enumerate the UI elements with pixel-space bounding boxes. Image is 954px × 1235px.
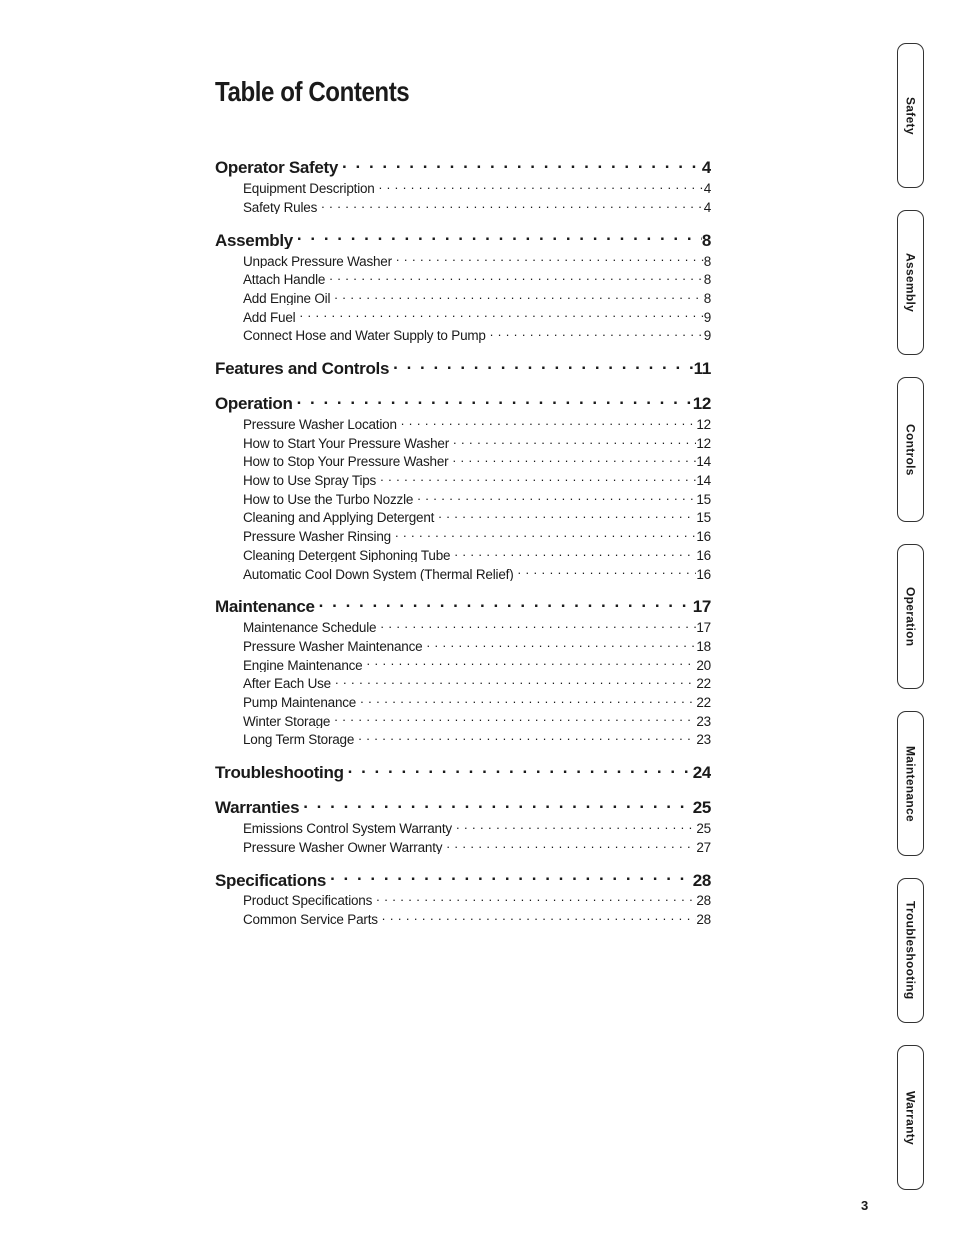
toc-entry[interactable] xyxy=(215,413,711,432)
tab-label: Assembly xyxy=(903,252,918,313)
toc-entry[interactable] xyxy=(215,889,711,908)
toc-page-number: 14 xyxy=(696,473,711,488)
dot-leader xyxy=(448,450,696,466)
table-of-contents xyxy=(215,153,711,938)
toc-entry[interactable] xyxy=(215,836,711,855)
toc-page-number: 18 xyxy=(696,638,711,654)
toc-entry-label: Maintenance Schedule xyxy=(243,620,377,635)
toc-entry[interactable] xyxy=(215,488,711,507)
toc-page-number: 23 xyxy=(696,732,711,747)
tab-safety[interactable] xyxy=(897,43,924,188)
toc-page-number: 8 xyxy=(703,290,711,306)
toc-entry-label: Long Term Storage xyxy=(243,732,355,747)
toc-entry[interactable] xyxy=(215,196,711,215)
toc-page-number: 28 xyxy=(696,912,711,927)
toc-heading-label: Features and Controls xyxy=(215,359,390,378)
toc-page-number: 16 xyxy=(696,566,711,581)
toc-section-troubleshooting xyxy=(215,758,711,782)
dot-leader xyxy=(375,177,704,193)
dot-leader xyxy=(354,728,696,744)
toc-entry-label: How to Use the Turbo Nozzle xyxy=(243,491,414,507)
dot-leader xyxy=(326,865,693,885)
toc-entry-label: Product Specifications xyxy=(243,893,373,908)
toc-entry-label: Pump Maintenance xyxy=(243,694,357,710)
toc-section-operator-safety xyxy=(215,153,711,214)
toc-entry-label: Equipment Description xyxy=(243,181,375,196)
toc-page-number: 9 xyxy=(703,309,711,325)
toc-heading[interactable] xyxy=(215,389,711,413)
toc-page-number: 17 xyxy=(696,620,711,635)
toc-entry-label: Attach Handle xyxy=(243,272,326,287)
toc-page-number: 15 xyxy=(696,491,711,507)
toc-page-number: 28 xyxy=(696,893,711,908)
tab-label: Maintenance xyxy=(903,745,918,822)
toc-page-number: 20 xyxy=(696,657,711,673)
toc-entry-label: How to Start Your Pressure Washer xyxy=(243,435,449,451)
toc-entry[interactable] xyxy=(215,287,711,306)
toc-entry-label: Cleaning Detergent Siphoning Tube xyxy=(243,547,451,563)
dot-leader xyxy=(363,653,697,669)
toc-entry-label: Winter Storage xyxy=(243,713,331,729)
toc-heading[interactable] xyxy=(215,354,711,378)
toc-page-number: 23 xyxy=(696,713,711,729)
toc-entry-label: Emissions Control System Warranty xyxy=(243,821,452,836)
toc-page-number: 28 xyxy=(692,870,711,890)
toc-section-operation xyxy=(215,389,711,581)
toc-entry[interactable] xyxy=(215,177,711,196)
toc-entry-label: How to Use Spray Tips xyxy=(243,473,377,488)
toc-entry[interactable] xyxy=(215,635,711,654)
dot-leader xyxy=(391,525,696,541)
toc-entry[interactable] xyxy=(215,908,711,927)
dot-leader xyxy=(331,672,696,688)
dot-leader xyxy=(293,225,702,245)
toc-page-number: 16 xyxy=(696,547,711,563)
tab-label: Troubleshooting xyxy=(903,901,918,1000)
toc-page-number: 25 xyxy=(692,798,711,817)
toc-page-number: 12 xyxy=(696,435,711,451)
tab-assembly[interactable] xyxy=(897,210,924,355)
dot-leader xyxy=(513,562,696,578)
dot-leader xyxy=(397,413,697,429)
dot-leader xyxy=(449,432,696,448)
dot-leader xyxy=(344,758,693,778)
toc-page-number: 22 xyxy=(696,694,711,710)
toc-entry[interactable] xyxy=(215,469,711,488)
toc-page-number: 24 xyxy=(692,763,711,782)
dot-leader xyxy=(338,153,702,173)
toc-entry-label: Automatic Cool Down System (Thermal Relief) xyxy=(243,566,514,581)
toc-entry[interactable] xyxy=(215,324,711,343)
toc-entry[interactable] xyxy=(215,268,711,287)
tab-label: Warranty xyxy=(903,1090,918,1145)
toc-entry-label: How to Stop Your Pressure Washer xyxy=(243,454,449,469)
dot-leader xyxy=(376,469,696,485)
dot-leader xyxy=(450,544,696,560)
page-title: Table of Contents xyxy=(215,76,410,107)
toc-page-number: 4 xyxy=(701,158,711,177)
toc-entry-label: Common Service Parts xyxy=(243,912,378,927)
dot-leader xyxy=(422,635,696,651)
toc-page-number: 12 xyxy=(692,394,711,413)
toc-heading-label: Assembly xyxy=(215,230,293,250)
toc-page-number: 8 xyxy=(703,272,711,287)
dot-leader xyxy=(372,889,696,905)
toc-section-maintenance xyxy=(215,592,711,747)
tab-troubleshooting[interactable] xyxy=(897,878,924,1023)
tab-warranty[interactable] xyxy=(897,1045,924,1190)
toc-page-number: 14 xyxy=(696,454,711,469)
toc-heading-label: Operation xyxy=(215,394,293,413)
dot-leader xyxy=(293,389,693,409)
tab-controls[interactable] xyxy=(897,377,924,522)
toc-heading-label: Troubleshooting xyxy=(215,763,344,782)
dot-leader xyxy=(330,709,696,725)
toc-page-number: 17 xyxy=(692,597,711,616)
toc-heading-label: Specifications xyxy=(215,870,327,890)
toc-heading[interactable] xyxy=(215,225,711,249)
toc-section-specifications xyxy=(215,865,711,926)
toc-entry[interactable] xyxy=(215,691,711,710)
toc-entry-label: After Each Use xyxy=(243,676,331,691)
dot-leader xyxy=(330,287,703,303)
dot-leader xyxy=(299,793,692,813)
tab-label: Operation xyxy=(903,586,918,647)
dot-leader xyxy=(486,324,704,340)
dot-leader xyxy=(378,908,697,924)
tab-label: Safety xyxy=(903,96,918,135)
toc-entry-label: Pressure Washer Maintenance xyxy=(243,638,423,654)
dot-leader xyxy=(389,354,694,374)
dot-leader xyxy=(452,817,696,833)
toc-section-assembly xyxy=(215,225,711,342)
toc-entry[interactable] xyxy=(215,728,711,747)
toc-page-number: 15 xyxy=(696,510,711,525)
toc-heading[interactable] xyxy=(215,592,711,616)
tab-label: Controls xyxy=(903,423,918,476)
toc-page-number: 8 xyxy=(703,253,711,269)
toc-page-number: 27 xyxy=(696,839,711,855)
toc-entry-label: Pressure Washer Rinsing xyxy=(243,529,391,544)
dot-leader xyxy=(392,249,704,265)
dot-leader xyxy=(413,488,696,504)
dot-leader xyxy=(376,616,696,632)
dot-leader xyxy=(356,691,696,707)
tab-operation[interactable] xyxy=(897,544,924,689)
toc-entry[interactable] xyxy=(215,616,711,635)
toc-heading-label: Maintenance xyxy=(215,597,315,616)
toc-heading[interactable] xyxy=(215,758,711,782)
toc-entry[interactable] xyxy=(215,305,711,324)
toc-page-number: 25 xyxy=(696,821,711,836)
toc-entry[interactable] xyxy=(215,450,711,469)
toc-entry[interactable] xyxy=(215,249,711,268)
toc-heading[interactable] xyxy=(215,865,711,889)
toc-section-warranties xyxy=(215,793,711,854)
dot-leader xyxy=(315,592,693,612)
dot-leader xyxy=(317,196,704,212)
toc-entry-label: Cleaning and Applying Detergent xyxy=(243,510,435,525)
toc-entry[interactable] xyxy=(215,562,711,581)
toc-page-number: 4 xyxy=(703,199,711,215)
toc-page-number: 16 xyxy=(696,529,711,544)
toc-entry-label: Connect Hose and Water Supply to Pump xyxy=(243,328,486,343)
toc-entry[interactable] xyxy=(215,817,711,836)
toc-heading-label: Operator Safety xyxy=(215,158,339,177)
toc-heading-label: Warranties xyxy=(215,798,300,817)
toc-entry-label: Pressure Washer Owner Warranty xyxy=(243,839,443,855)
toc-page-number: 4 xyxy=(703,181,711,196)
toc-page-number: 11 xyxy=(693,359,711,378)
toc-entry[interactable] xyxy=(215,432,711,451)
toc-heading[interactable] xyxy=(215,153,711,177)
page-number: 3 xyxy=(861,1198,869,1213)
toc-entry[interactable] xyxy=(215,672,711,691)
toc-entry[interactable] xyxy=(215,653,711,672)
toc-entry-label: Pressure Washer Location xyxy=(243,417,397,432)
toc-entry-label: Unpack Pressure Washer xyxy=(243,253,392,269)
toc-entry-label: Add Fuel xyxy=(243,309,296,325)
dot-leader xyxy=(434,506,696,522)
toc-entry[interactable] xyxy=(215,525,711,544)
dot-leader xyxy=(325,268,703,284)
toc-page-number: 8 xyxy=(701,230,711,250)
toc-section-features-and-controls xyxy=(215,354,711,378)
toc-entry[interactable] xyxy=(215,506,711,525)
toc-entry-label: Safety Rules xyxy=(243,199,318,215)
toc-entry-label: Add Engine Oil xyxy=(243,290,331,306)
dot-leader xyxy=(295,305,703,321)
dot-leader xyxy=(442,836,696,852)
toc-page-number: 22 xyxy=(696,676,711,691)
toc-heading[interactable] xyxy=(215,793,711,817)
toc-entry[interactable] xyxy=(215,709,711,728)
toc-page-number: 12 xyxy=(696,417,711,432)
toc-entry[interactable] xyxy=(215,544,711,563)
toc-page-number: 9 xyxy=(703,328,711,343)
toc-entry-label: Engine Maintenance xyxy=(243,657,363,673)
tab-maintenance[interactable] xyxy=(897,711,924,856)
